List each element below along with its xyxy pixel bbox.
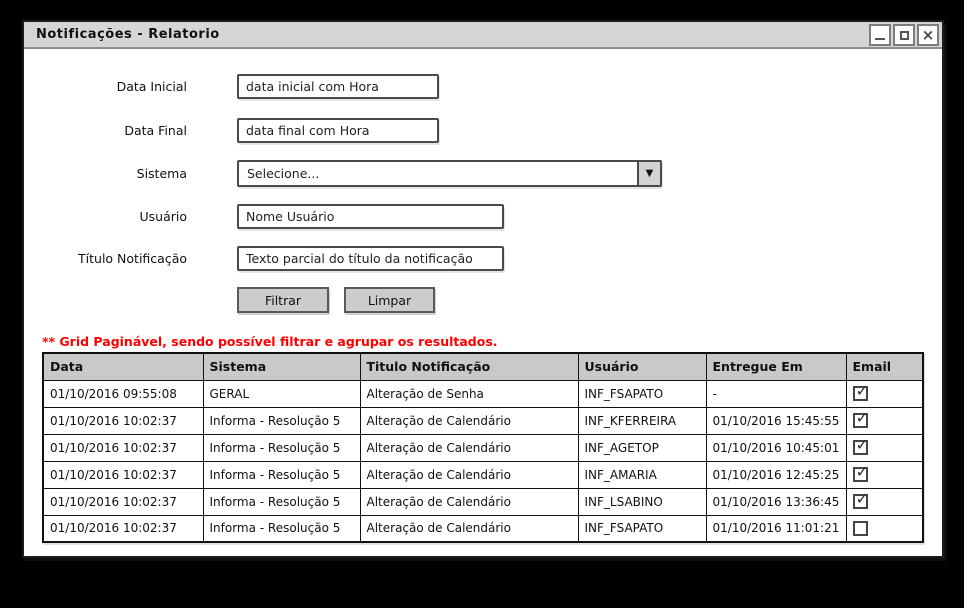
- cell-entregue: -: [706, 380, 846, 407]
- data-final-label: Data Final: [124, 123, 187, 138]
- cell-data: 01/10/2016 10:02:37: [43, 488, 203, 515]
- window-controls: [869, 24, 939, 46]
- cell-entregue: 01/10/2016 11:01:21: [706, 515, 846, 542]
- minimize-icon: [875, 31, 885, 40]
- table-row: [43, 461, 923, 488]
- window-title: Notificações - Relatorio: [36, 27, 220, 42]
- table-row: [43, 407, 923, 434]
- titulo-notificacao-label: Título Notificação: [78, 251, 187, 266]
- cell-titulo: Alteração de Calendário: [360, 515, 578, 542]
- grid-note: ** Grid Paginável, sendo possível filtrar e agrupar os resultados.: [42, 334, 498, 349]
- table-row: [43, 488, 923, 515]
- data-inicial-input[interactable]: [237, 74, 439, 99]
- results-table: [42, 352, 924, 543]
- col-header-data[interactable]: Data: [43, 353, 203, 380]
- chevron-down-icon[interactable]: ▼: [637, 162, 660, 185]
- titulo-notificacao-input[interactable]: [237, 246, 504, 271]
- cell-sistema: GERAL: [203, 380, 360, 407]
- cell-usuario: INF_AMARIA: [578, 461, 706, 488]
- filtrar-button[interactable]: Filtrar: [237, 287, 329, 313]
- cell-usuario: INF_AGETOP: [578, 434, 706, 461]
- maximize-icon: [900, 31, 909, 40]
- window-titlebar[interactable]: [24, 22, 942, 49]
- cell-titulo: Alteração de Calendário: [360, 434, 578, 461]
- email-checkbox[interactable]: [853, 521, 868, 536]
- cell-titulo: Alteração de Calendário: [360, 488, 578, 515]
- cell-entregue: 01/10/2016 13:36:45: [706, 488, 846, 515]
- cell-usuario: INF_LSABINO: [578, 488, 706, 515]
- cell-sistema: Informa - Resolução 5: [203, 434, 360, 461]
- table-row: [43, 434, 923, 461]
- close-button[interactable]: [917, 24, 939, 46]
- cell-titulo: Alteração de Calendário: [360, 407, 578, 434]
- cell-sistema: Informa - Resolução 5: [203, 461, 360, 488]
- col-header-entregue[interactable]: Entregue Em: [706, 353, 846, 380]
- col-header-usuario[interactable]: Usuário: [578, 353, 706, 380]
- usuario-label: Usuário: [139, 209, 187, 224]
- cell-usuario: INF_KFERREIRA: [578, 407, 706, 434]
- minimize-button[interactable]: [869, 24, 891, 46]
- maximize-button[interactable]: [893, 24, 915, 46]
- cell-titulo: Alteração de Calendário: [360, 461, 578, 488]
- cell-usuario: INF_FSAPATO: [578, 380, 706, 407]
- email-checkbox[interactable]: [853, 413, 868, 428]
- email-checkbox[interactable]: [853, 386, 868, 401]
- cell-entregue: 01/10/2016 10:45:01: [706, 434, 846, 461]
- col-header-email[interactable]: Email: [846, 353, 923, 380]
- table-header-row: [43, 353, 923, 380]
- sistema-label: Sistema: [136, 166, 187, 181]
- table-row: [43, 380, 923, 407]
- cell-usuario: INF_FSAPATO: [578, 515, 706, 542]
- cell-data: 01/10/2016 10:02:37: [43, 461, 203, 488]
- close-icon: ×: [921, 25, 935, 44]
- cell-sistema: Informa - Resolução 5: [203, 407, 360, 434]
- sistema-select[interactable]: [237, 160, 662, 187]
- cell-data: 01/10/2016 10:02:37: [43, 434, 203, 461]
- data-inicial-label: Data Inicial: [116, 79, 187, 94]
- email-checkbox[interactable]: [853, 467, 868, 482]
- email-checkbox[interactable]: [853, 440, 868, 455]
- cell-entregue: 01/10/2016 15:45:55: [706, 407, 846, 434]
- data-final-input[interactable]: [237, 118, 439, 143]
- sistema-selected-value: Selecione...: [247, 166, 320, 181]
- email-checkbox[interactable]: [853, 494, 868, 509]
- cell-entregue: 01/10/2016 12:45:25: [706, 461, 846, 488]
- table-row: [43, 515, 923, 542]
- cell-sistema: Informa - Resolução 5: [203, 515, 360, 542]
- col-header-sistema[interactable]: Sistema: [203, 353, 360, 380]
- limpar-button[interactable]: Limpar: [344, 287, 435, 313]
- col-header-titulo[interactable]: Titulo Notificação: [360, 353, 578, 380]
- usuario-input[interactable]: [237, 204, 504, 229]
- cell-data: 01/10/2016 10:02:37: [43, 407, 203, 434]
- cell-titulo: Alteração de Senha: [360, 380, 578, 407]
- cell-sistema: Informa - Resolução 5: [203, 488, 360, 515]
- notifications-report-window: [22, 20, 944, 558]
- cell-data: 01/10/2016 10:02:37: [43, 515, 203, 542]
- cell-data: 01/10/2016 09:55:08: [43, 380, 203, 407]
